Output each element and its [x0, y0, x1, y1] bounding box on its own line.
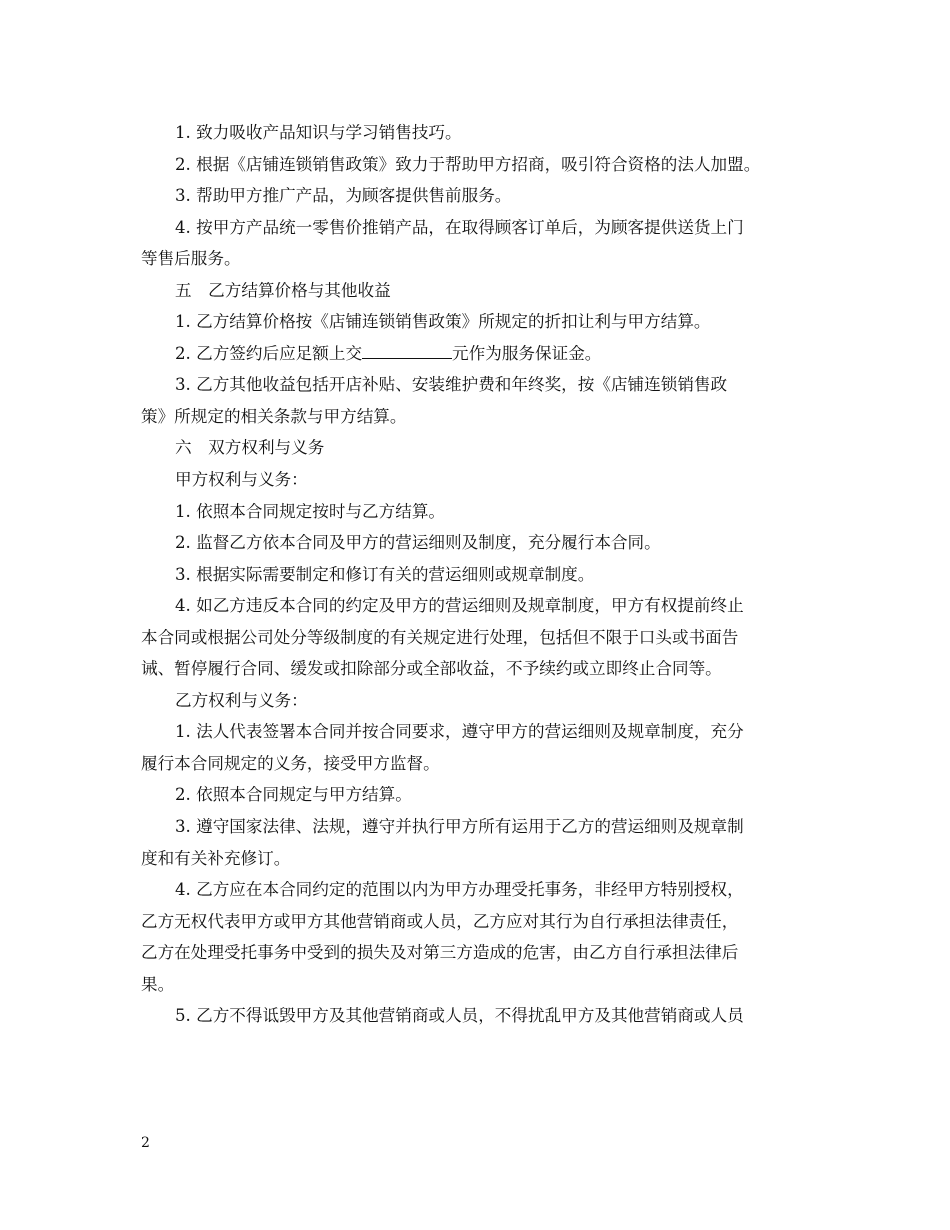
- text-line: 4. 按甲方产品统一零售价推销产品，在取得顾客订单后，为顾客提供送货上门: [175, 217, 744, 237]
- text-line: 3. 根据实际需要制定和修订有关的营运细则或规章制度。: [175, 564, 595, 584]
- text-line: 5. 乙方不得诋毁甲方及其他营销商或人员，不得扰乱甲方及其他营销商或人员: [175, 1006, 744, 1026]
- subsection-heading: 甲方权利与义务：: [175, 470, 308, 490]
- text-segment: 2. 乙方签约后应足额上交: [175, 343, 363, 363]
- text-line: 4. 如乙方违反本合同的约定及甲方的营运细则及规章制度，甲方有权提前终止: [175, 596, 744, 616]
- document-body: [141, 117, 811, 1032]
- page-number: 2: [141, 1135, 150, 1151]
- text-line: 乙方无权代表甲方或甲方其他营销商或人员，乙方应对其行为自行承担法律责任，: [141, 911, 739, 931]
- text-line: 4. 乙方应在本合同约定的范围以内为甲方办理受托事务，非经甲方特别授权，: [175, 880, 744, 900]
- text-line: 1. 依照本合同规定按时与乙方结算。: [175, 501, 446, 521]
- text-line: 1. 致力吸收产品知识与学习销售技巧。: [175, 123, 462, 142]
- text-line: 本合同或根据公司处分等级制度的有关规定进行处理，包括但不限于口头或书面告: [141, 627, 739, 647]
- text-line: 3. 帮助甲方推广产品，为顾客提供售前服务。: [175, 186, 512, 206]
- text-line: 等售后服务。: [141, 249, 241, 269]
- subsection-heading: 乙方权利与义务：: [175, 690, 308, 710]
- text-line: 2. 监督乙方依本合同及甲方的营运细则及制度，充分履行本合同。: [175, 533, 661, 553]
- text-line: 履行本合同规定的义务，接受甲方监督。: [141, 753, 440, 773]
- section-heading: 五 乙方结算价格与其他收益: [175, 280, 391, 300]
- fill-in-blank: [362, 340, 452, 359]
- text-line: 策》所规定的相关条款与甲方结算。: [141, 406, 407, 426]
- text-line: 度和有关补充修订。: [141, 848, 291, 868]
- text-line: 果。: [141, 974, 175, 994]
- text-line: 诫、暂停履行合同、缓发或扣除部分或全部收益，不予续约或立即终止合同等。: [141, 659, 722, 679]
- text-line: 1. 法人代表签署本合同并按合同要求，遵守甲方的营运细则及规章制度，充分: [175, 722, 744, 742]
- text-segment: 元作为服务保证金。: [452, 343, 602, 363]
- text-line: 2. 依照本合同规定与甲方结算。: [175, 785, 412, 805]
- text-line: 1. 乙方结算价格按《店铺连锁销售政策》所规定的折扣让利与甲方结算。: [175, 312, 711, 332]
- text-line: 3. 遵守国家法律、法规，遵守并执行甲方所有运用于乙方的营运细则及规章制: [175, 817, 744, 837]
- text-line-with-blank: [141, 338, 811, 370]
- text-line: 2. 根据《店铺连锁销售政策》致力于帮助甲方招商，吸引符合资格的法人加盟。: [175, 154, 761, 174]
- text-line: 3. 乙方其他收益包括开店补贴、安装维护费和年终奖，按《店铺连锁销售政: [175, 375, 728, 395]
- section-heading: 六 双方权利与义务: [175, 438, 325, 458]
- text-line: 乙方在处理受托事务中受到的损失及对第三方造成的危害，由乙方自行承担法律后: [141, 943, 739, 963]
